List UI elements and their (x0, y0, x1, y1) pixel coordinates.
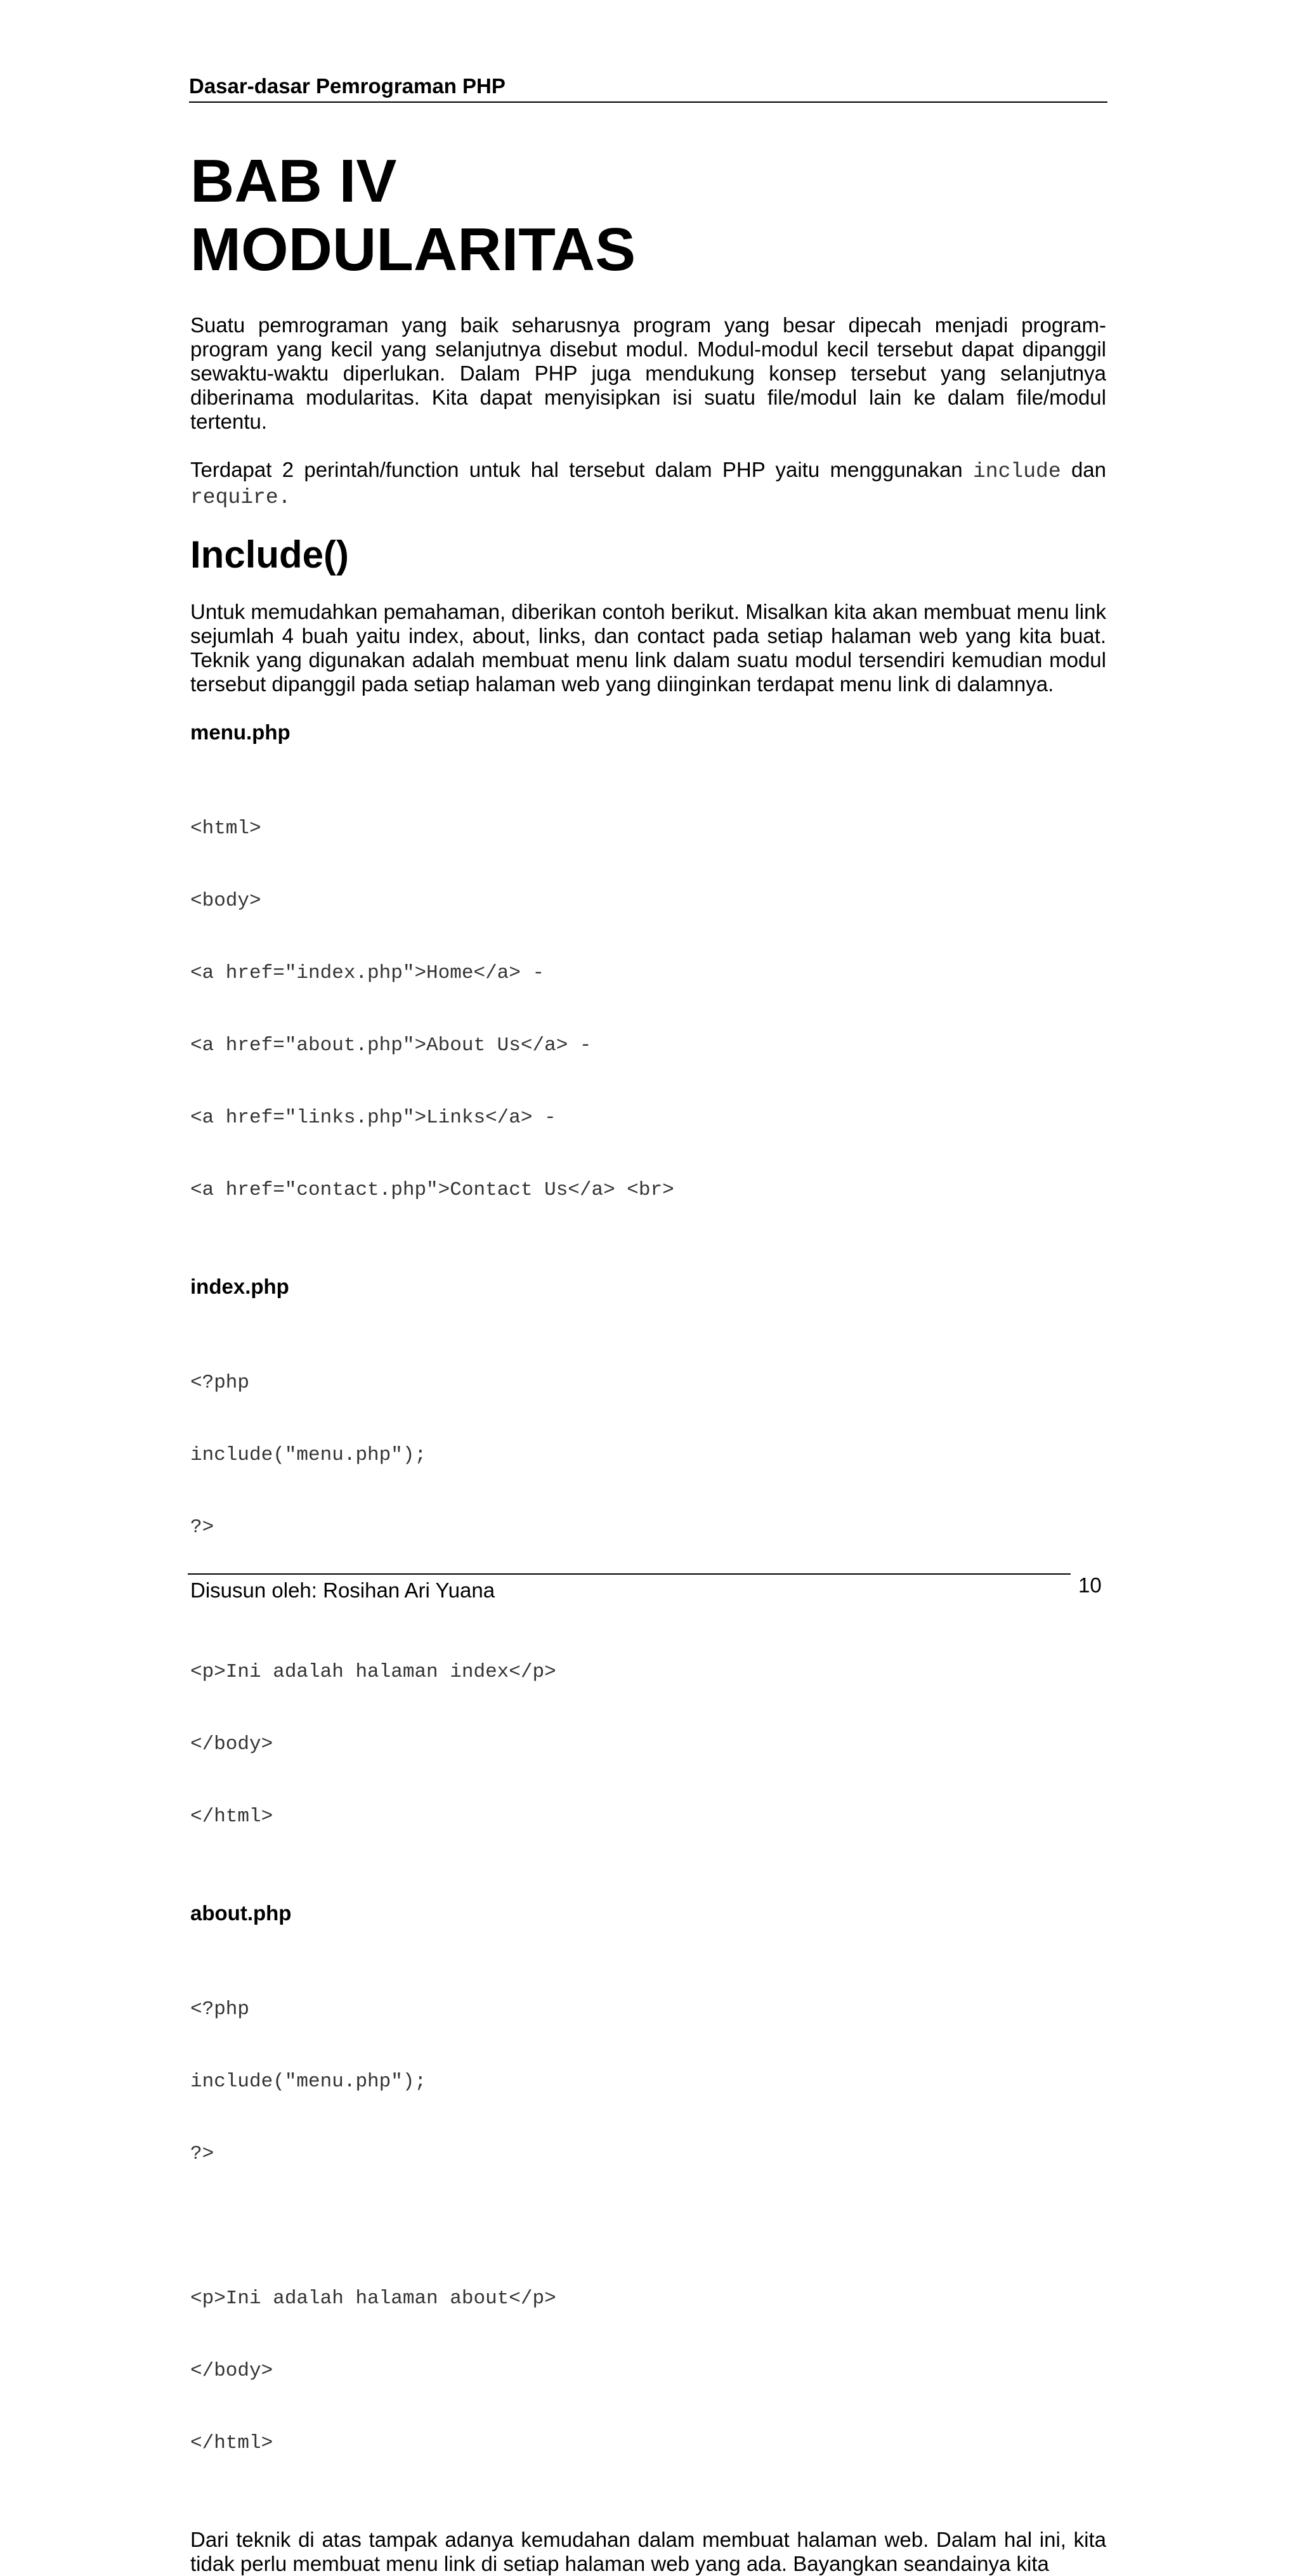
running-header: Dasar-dasar Pemrograman PHP (189, 74, 506, 98)
code-line: <p>Ini adalah halaman index</p> (190, 1661, 556, 1683)
code-line: <?php (190, 1372, 250, 1394)
code-line: <a href="about.php">About Us</a> - (190, 1034, 592, 1057)
file-label-about: about.php (190, 1901, 292, 1925)
footer-rule (188, 1573, 1071, 1575)
commands-paragraph (190, 458, 1106, 510)
code-line: ?> (190, 1516, 214, 1538)
page-number: 10 (1078, 1573, 1102, 1597)
code-line: include("menu.php"); (190, 2071, 427, 2093)
code-line: ?> (190, 2143, 214, 2165)
intro-paragraph: Suatu pemrograman yang baik seharusnya program yang besar dipecah menjadi program-program yang kecil yang selanjutnya disebut modul. Modul-modul kecil tersebut dapat dipanggil sewaktu-waktu diperlukan. Dalam PHP juga mendukung konsep tersebut yang selanjutnya diberinama modularitas. Kita dapat menyisipkan isi suatu file/modul lain ke dalam file/modul tertentu. (190, 313, 1106, 433)
include-keyword: include (973, 460, 1061, 483)
footer-author: Disusun oleh: Rosihan Ari Yuana (190, 1578, 495, 1602)
and-word: dan (1071, 458, 1107, 481)
code-line: <a href="links.php">Links</a> - (190, 1107, 556, 1129)
section-paragraph: Untuk memudahkan pemahaman, diberikan contoh berikut. Misalkan kita akan membuat menu link sejumlah 4 buah yaitu index, about, links, dan contact pada setiap halaman web yang kita buat. Teknik yang digunakan adalah membuat menu link dalam suatu modul tersendiri kemudian modul tersebut dipanggil pada setiap halaman web yang diinginkan terdapat menu link di dalamnya. (190, 600, 1106, 696)
chapter-name: MODULARITAS (190, 216, 636, 283)
code-line: </body> (190, 2360, 273, 2382)
code-line: <p>Ini adalah halaman about</p> (190, 2287, 556, 2310)
require-keyword: require. (190, 486, 291, 509)
code-line (190, 2215, 1106, 2239)
code-line: <?php (190, 1998, 250, 2020)
code-line: </body> (190, 1733, 273, 1755)
commands-text: Terdapat 2 perintah/function untuk hal tersebut dalam PHP yaitu menggunakan (190, 458, 963, 481)
page-content (190, 147, 1106, 2576)
header-rule (189, 101, 1107, 103)
code-line: </html> (190, 1805, 273, 1828)
chapter-number: BAB IV (190, 147, 397, 215)
chapter-title (190, 147, 1106, 284)
code-line: </html> (190, 2432, 273, 2454)
code-line: <html> (190, 817, 261, 840)
file-label-index: index.php (190, 1275, 289, 1298)
code-line: include("menu.php"); (190, 1444, 427, 1466)
code-line: <body> (190, 890, 261, 912)
code-block-about (190, 1949, 1106, 2504)
code-line: <a href="index.php">Home</a> - (190, 962, 545, 984)
code-line: <a href="contact.php">Contact Us</a> <br> (190, 1179, 674, 1201)
closing-paragraph: Dari teknik di atas tampak adanya kemudahan dalam membuat halaman web. Dalam hal ini, kita tidak perlu membuat menu link di setiap halaman web yang ada. Bayangkan seandainya kita (190, 2528, 1106, 2575)
code-block-menu (190, 769, 1106, 1251)
file-label-menu: menu.php (190, 720, 290, 744)
section-heading: Include() (190, 533, 349, 576)
